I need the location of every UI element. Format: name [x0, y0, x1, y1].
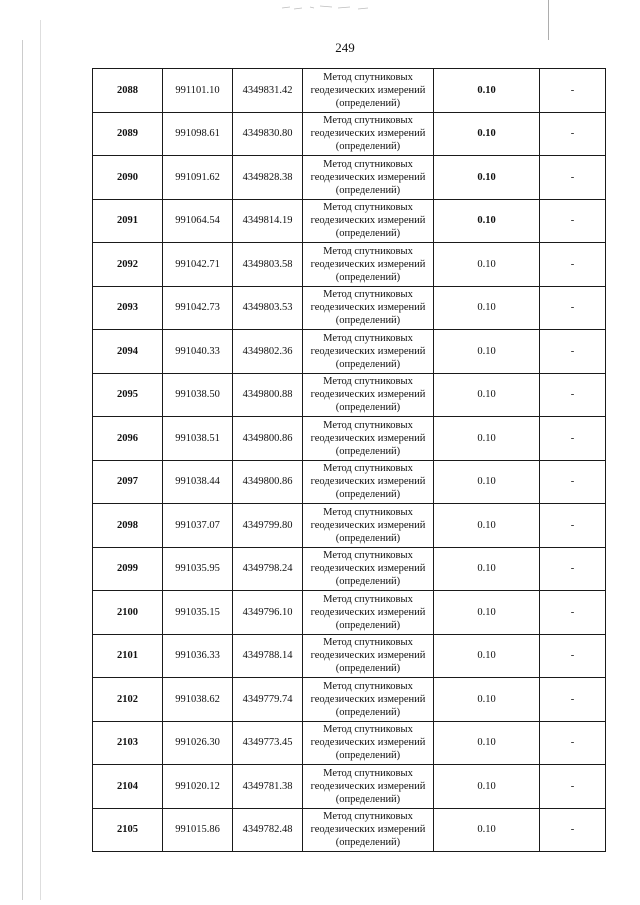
extra-cell — [540, 808, 606, 852]
accuracy-cell — [434, 808, 540, 852]
x-coordinate-text: 991015.86 — [175, 824, 220, 836]
extra-text: - — [570, 258, 575, 270]
y-coordinate-text: 4349782.48 — [242, 824, 293, 836]
x-coordinate-cell — [163, 504, 233, 548]
point-number-cell — [93, 373, 163, 417]
extra-cell — [540, 504, 606, 548]
accuracy-cell — [434, 286, 540, 330]
x-coordinate-cell — [163, 547, 233, 591]
method-cell — [303, 808, 434, 852]
extra-text: - — [570, 171, 575, 183]
y-coordinate-text: 4349788.14 — [242, 650, 293, 662]
extra-text: - — [570, 302, 575, 314]
method-cell — [303, 504, 434, 548]
accuracy-cell — [434, 678, 540, 722]
accuracy-cell — [434, 112, 540, 156]
extra-text: - — [570, 215, 575, 227]
x-coordinate-text: 991091.62 — [175, 171, 220, 183]
accuracy-text: 0.10 — [477, 563, 496, 575]
point-number-text: 2091 — [117, 215, 138, 227]
point-number-cell — [93, 721, 163, 765]
table-row — [93, 156, 606, 200]
y-coordinate-text: 4349828.38 — [242, 171, 293, 183]
extra-text: - — [570, 519, 575, 531]
accuracy-text: 0.10 — [477, 476, 496, 488]
method-text: Метод спутниковых геодезических измерений (определений) — [310, 332, 426, 370]
accuracy-cell — [434, 243, 540, 287]
accuracy-text: 0.10 — [477, 258, 496, 270]
y-coordinate-text: 4349814.19 — [242, 215, 293, 227]
point-number-cell — [93, 634, 163, 678]
extra-cell — [540, 417, 606, 461]
point-number-text: 2098 — [117, 519, 138, 531]
y-coordinate-cell — [233, 808, 303, 852]
accuracy-text: 0.10 — [477, 302, 496, 314]
x-coordinate-cell — [163, 591, 233, 635]
accuracy-cell — [434, 765, 540, 809]
method-text: Метод спутниковых геодезических измерений (определений) — [310, 811, 426, 849]
method-cell — [303, 417, 434, 461]
y-coordinate-cell — [233, 460, 303, 504]
accuracy-text: 0.10 — [477, 171, 496, 183]
point-number-cell — [93, 460, 163, 504]
y-coordinate-text: 4349781.38 — [242, 780, 293, 792]
y-coordinate-cell — [233, 112, 303, 156]
y-coordinate-text: 4349799.80 — [242, 519, 293, 531]
point-number-cell — [93, 504, 163, 548]
table-row — [93, 721, 606, 765]
y-coordinate-cell — [233, 156, 303, 200]
point-number-text: 2094 — [117, 345, 138, 357]
x-coordinate-text: 991042.71 — [175, 258, 220, 270]
x-coordinate-cell — [163, 808, 233, 852]
method-cell — [303, 199, 434, 243]
y-coordinate-text: 4349800.86 — [242, 432, 293, 444]
method-text: Метод спутниковых геодезических измерений (определений) — [310, 245, 426, 283]
accuracy-cell — [434, 330, 540, 374]
y-coordinate-text: 4349796.10 — [242, 606, 293, 618]
y-coordinate-text: 4349802.36 — [242, 345, 293, 357]
method-cell — [303, 156, 434, 200]
accuracy-cell — [434, 417, 540, 461]
table-row — [93, 69, 606, 113]
y-coordinate-text: 4349830.80 — [242, 128, 293, 140]
y-coordinate-text: 4349803.53 — [242, 302, 293, 314]
y-coordinate-cell — [233, 286, 303, 330]
x-coordinate-text: 991036.33 — [175, 650, 220, 662]
table-row — [93, 808, 606, 852]
method-cell — [303, 634, 434, 678]
accuracy-text: 0.10 — [477, 432, 496, 444]
extra-text: - — [570, 650, 575, 662]
accuracy-cell — [434, 373, 540, 417]
point-number-cell — [93, 199, 163, 243]
extra-text: - — [570, 432, 575, 444]
point-number-text: 2096 — [117, 432, 138, 444]
y-coordinate-cell — [233, 504, 303, 548]
x-coordinate-text: 991038.44 — [175, 476, 220, 488]
scan-edge-line — [22, 40, 23, 900]
accuracy-text: 0.10 — [477, 780, 496, 792]
method-text: Метод спутниковых геодезических измерений (определений) — [310, 463, 426, 501]
extra-text: - — [570, 737, 575, 749]
accuracy-text: 0.10 — [477, 693, 496, 705]
scan-edge-line — [40, 20, 41, 900]
point-number-text: 2101 — [117, 650, 138, 662]
point-number-text: 2095 — [117, 389, 138, 401]
y-coordinate-cell — [233, 547, 303, 591]
y-coordinate-cell — [233, 721, 303, 765]
accuracy-text: 0.10 — [477, 389, 496, 401]
y-coordinate-cell — [233, 634, 303, 678]
accuracy-text: 0.10 — [477, 824, 496, 836]
extra-text: - — [570, 780, 575, 792]
accuracy-text: 0.10 — [477, 84, 496, 96]
extra-cell — [540, 243, 606, 287]
point-number-text: 2102 — [117, 693, 138, 705]
extra-text: - — [570, 128, 575, 140]
x-coordinate-text: 991038.51 — [175, 432, 220, 444]
y-coordinate-text: 4349779.74 — [242, 693, 293, 705]
accuracy-text: 0.10 — [477, 650, 496, 662]
point-number-cell — [93, 69, 163, 113]
y-coordinate-cell — [233, 373, 303, 417]
x-coordinate-text: 991064.54 — [175, 215, 220, 227]
accuracy-cell — [434, 721, 540, 765]
y-coordinate-cell — [233, 199, 303, 243]
coordinates-table-body — [93, 69, 606, 852]
point-number-cell — [93, 417, 163, 461]
table-row — [93, 678, 606, 722]
y-coordinate-cell — [233, 243, 303, 287]
x-coordinate-cell — [163, 373, 233, 417]
extra-cell — [540, 156, 606, 200]
accuracy-text: 0.10 — [477, 345, 496, 357]
accuracy-cell — [434, 69, 540, 113]
accuracy-cell — [434, 156, 540, 200]
y-coordinate-text: 4349800.86 — [242, 476, 293, 488]
scan-edge-line — [548, 0, 549, 40]
method-text: Метод спутниковых геодезических измерений (определений) — [310, 506, 426, 544]
point-number-cell — [93, 156, 163, 200]
x-coordinate-cell — [163, 156, 233, 200]
x-coordinate-cell — [163, 330, 233, 374]
x-coordinate-cell — [163, 69, 233, 113]
method-cell — [303, 460, 434, 504]
point-number-cell — [93, 808, 163, 852]
x-coordinate-text: 991037.07 — [175, 519, 220, 531]
table-row — [93, 504, 606, 548]
point-number-text: 2104 — [117, 780, 138, 792]
method-text: Метод спутниковых геодезических измерений (определений) — [310, 158, 426, 196]
x-coordinate-cell — [163, 199, 233, 243]
point-number-text: 2100 — [117, 606, 138, 618]
method-cell — [303, 286, 434, 330]
y-coordinate-cell — [233, 678, 303, 722]
extra-text: - — [570, 824, 575, 836]
point-number-text: 2089 — [117, 128, 138, 140]
x-coordinate-text: 991020.12 — [175, 780, 220, 792]
extra-text: - — [570, 693, 575, 705]
point-number-text: 2097 — [117, 476, 138, 488]
x-coordinate-cell — [163, 721, 233, 765]
extra-cell — [540, 721, 606, 765]
method-cell — [303, 591, 434, 635]
point-number-cell — [93, 330, 163, 374]
method-cell — [303, 373, 434, 417]
y-coordinate-cell — [233, 765, 303, 809]
table-row — [93, 460, 606, 504]
x-coordinate-cell — [163, 112, 233, 156]
method-cell — [303, 112, 434, 156]
method-text: Метод спутниковых геодезических измерений (определений) — [310, 767, 426, 805]
table-row — [93, 330, 606, 374]
x-coordinate-cell — [163, 286, 233, 330]
x-coordinate-cell — [163, 243, 233, 287]
x-coordinate-cell — [163, 678, 233, 722]
x-coordinate-cell — [163, 634, 233, 678]
scan-noise — [280, 2, 370, 14]
accuracy-cell — [434, 634, 540, 678]
method-cell — [303, 69, 434, 113]
y-coordinate-cell — [233, 330, 303, 374]
accuracy-text: 0.10 — [477, 606, 496, 618]
method-text: Метод спутниковых геодезических измерений (определений) — [310, 202, 426, 240]
y-coordinate-text: 4349831.42 — [242, 84, 293, 96]
accuracy-text: 0.10 — [477, 519, 496, 531]
method-text: Метод спутниковых геодезических измерений (определений) — [310, 680, 426, 718]
table-row — [93, 286, 606, 330]
table-row — [93, 417, 606, 461]
method-cell — [303, 678, 434, 722]
x-coordinate-text: 991035.95 — [175, 563, 220, 575]
method-text: Метод спутниковых геодезических измерений (определений) — [310, 419, 426, 457]
accuracy-cell — [434, 199, 540, 243]
extra-cell — [540, 591, 606, 635]
method-text: Метод спутниковых геодезических измерений (определений) — [310, 550, 426, 588]
point-number-text: 2088 — [117, 84, 138, 96]
extra-cell — [540, 634, 606, 678]
table-row — [93, 765, 606, 809]
x-coordinate-text: 991101.10 — [175, 84, 220, 96]
x-coordinate-text: 991035.15 — [175, 606, 220, 618]
point-number-cell — [93, 243, 163, 287]
y-coordinate-text: 4349800.88 — [242, 389, 293, 401]
point-number-text: 2093 — [117, 302, 138, 314]
y-coordinate-text: 4349798.24 — [242, 563, 293, 575]
extra-cell — [540, 460, 606, 504]
extra-cell — [540, 69, 606, 113]
x-coordinate-text: 991038.50 — [175, 389, 220, 401]
accuracy-text: 0.10 — [477, 215, 496, 227]
extra-cell — [540, 547, 606, 591]
extra-cell — [540, 678, 606, 722]
accuracy-cell — [434, 504, 540, 548]
table-row — [93, 547, 606, 591]
point-number-text: 2103 — [117, 737, 138, 749]
method-cell — [303, 330, 434, 374]
x-coordinate-text: 991038.62 — [175, 693, 220, 705]
point-number-cell — [93, 765, 163, 809]
method-text: Метод спутниковых геодезических измерений (определений) — [310, 637, 426, 675]
extra-cell — [540, 373, 606, 417]
extra-text: - — [570, 345, 575, 357]
accuracy-cell — [434, 547, 540, 591]
x-coordinate-cell — [163, 417, 233, 461]
x-coordinate-text: 991042.73 — [175, 302, 220, 314]
method-text: Метод спутниковых геодезических измерений (определений) — [310, 289, 426, 327]
accuracy-cell — [434, 460, 540, 504]
point-number-text: 2092 — [117, 258, 138, 270]
method-cell — [303, 765, 434, 809]
x-coordinate-cell — [163, 765, 233, 809]
extra-text: - — [570, 563, 575, 575]
method-text: Метод спутниковых геодезических измерений (определений) — [310, 115, 426, 153]
table-row — [93, 199, 606, 243]
page-number: 249 — [335, 40, 355, 55]
extra-text: - — [570, 606, 575, 618]
method-text: Метод спутниковых геодезических измерений (определений) — [310, 724, 426, 762]
point-number-cell — [93, 547, 163, 591]
point-number-cell — [93, 591, 163, 635]
accuracy-text: 0.10 — [477, 737, 496, 749]
method-text: Метод спутниковых геодезических измерений (определений) — [310, 593, 426, 631]
extra-text: - — [570, 476, 575, 488]
accuracy-cell — [434, 591, 540, 635]
point-number-text: 2090 — [117, 171, 138, 183]
x-coordinate-text: 991026.30 — [175, 737, 220, 749]
point-number-cell — [93, 286, 163, 330]
extra-cell — [540, 286, 606, 330]
table-row — [93, 243, 606, 287]
method-text: Метод спутниковых геодезических измерений (определений) — [310, 376, 426, 414]
x-coordinate-text: 991040.33 — [175, 345, 220, 357]
accuracy-text: 0.10 — [477, 128, 496, 140]
method-cell — [303, 721, 434, 765]
y-coordinate-cell — [233, 417, 303, 461]
y-coordinate-text: 4349773.45 — [242, 737, 293, 749]
y-coordinate-cell — [233, 591, 303, 635]
point-number-text: 2099 — [117, 563, 138, 575]
point-number-text: 2105 — [117, 824, 138, 836]
method-cell — [303, 547, 434, 591]
extra-cell — [540, 765, 606, 809]
extra-cell — [540, 199, 606, 243]
point-number-cell — [93, 678, 163, 722]
extra-cell — [540, 112, 606, 156]
table-row — [93, 591, 606, 635]
table-row — [93, 634, 606, 678]
coordinates-table — [92, 68, 606, 852]
y-coordinate-cell — [233, 69, 303, 113]
table-row — [93, 112, 606, 156]
extra-cell — [540, 330, 606, 374]
y-coordinate-text: 4349803.58 — [242, 258, 293, 270]
extra-text: - — [570, 84, 575, 96]
x-coordinate-text: 991098.61 — [175, 128, 220, 140]
point-number-cell — [93, 112, 163, 156]
table-row — [93, 373, 606, 417]
method-cell — [303, 243, 434, 287]
extra-text: - — [570, 389, 575, 401]
x-coordinate-cell — [163, 460, 233, 504]
method-text: Метод спутниковых геодезических измерений (определений) — [310, 71, 426, 109]
